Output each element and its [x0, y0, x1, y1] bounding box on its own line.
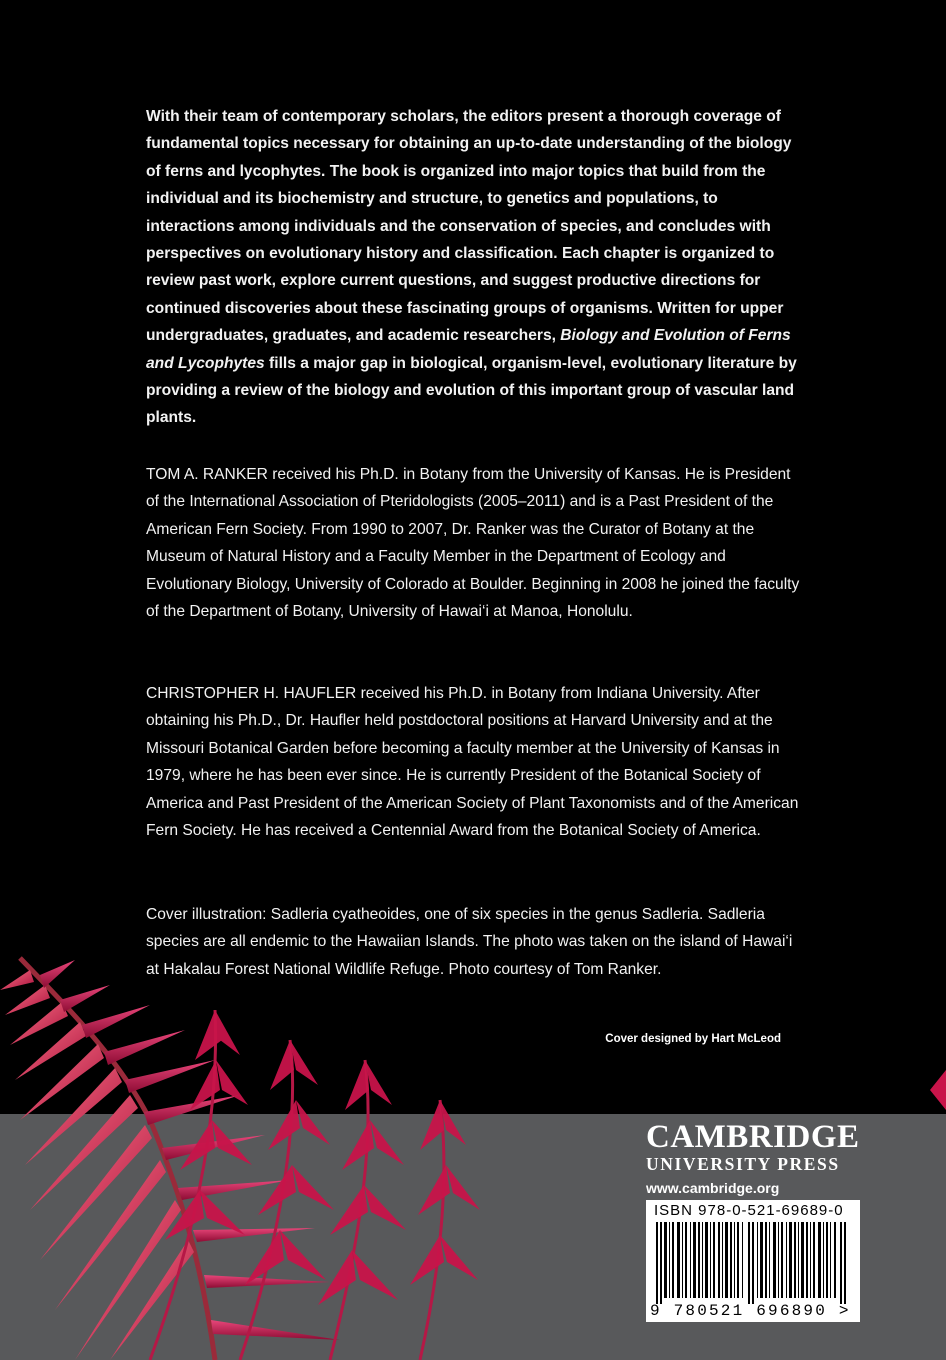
- barcode-digits: 9 780521 696890 >: [650, 1302, 851, 1320]
- book-description: [146, 103, 806, 432]
- cover-illustration-note: Cover illustration: Sadleria cyatheoides, one of six species in the genus Sadleria. Sadleria species are all endemic to the Hawaiian Islands. The photo was taken on the island of Hawai‘i at Hakalau Forest National Wildlife Refuge. Photo courtesy of Tom Ranker.: [146, 906, 793, 978]
- description-part-2: fills a major gap in biological, organism-level, evolutionary literature by providing a review of the biology and evolution of this important group of vascular land plants.: [146, 354, 797, 427]
- publisher-block: [646, 1120, 861, 1196]
- author-bio-haufler: CHRISTOPHER H. HAUFLER received his Ph.D. in Botany from Indiana University. After obtaining his Ph.D., Dr. Haufler held postdoctoral positions at Harvard University and at the Missouri Botanical Garden before becoming a faculty member at the University of Kansas in 1979, where he has been ever since. He is currently President of the Botanical Society of America and Past President of the American Society of Plant Taxonomists and of the American Fern Society. He has received a Centennial Award from the Botanical Society of America.: [146, 685, 799, 840]
- publisher-subtitle: UNIVERSITY PRESS: [646, 1154, 840, 1174]
- book-title-italic: Biology and Evolution of Ferns and Lycophytes: [146, 327, 791, 372]
- description-part-1: With their team of contemporary scholars, the editors present a thorough coverage of fundamental topics necessary for obtaining an up-to-date understanding of the biology of ferns and lycophytes. The book is organized into major topics that build from the individual and its biochemistry and structure, to genetics and populations, to interactions among individuals and the conservation of species, and concludes with perspectives on evolutionary history and classification. Each chapter is organized to review past work, explore current questions, and suggest productive directions for continued discoveries about these fascinating groups of organisms. Written for upper undergraduates, graduates, and academic researchers,: [146, 108, 792, 345]
- isbn-label: ISBN 978-0-521-69689-0: [654, 1202, 844, 1219]
- isbn-barcode: [646, 1200, 860, 1322]
- author-bio-ranker: TOM A. RANKER received his Ph.D. in Botany from the University of Kansas. He is President of the International Association of Pteridologists (2005–2011) and is a Past President of the American Fern Society. From 1990 to 2007, Dr. Ranker was the Curator of Botany at the Museum of Natural History and a Faculty Member in the Department of Ecology and Evolutionary Biology, University of Colorado at Boulder. Beginning in 2008 he joined the faculty of the Department of Botany, University of Hawai‘i at Manoa, Honolulu.: [146, 466, 800, 621]
- publisher-url[interactable]: www.cambridge.org: [646, 1180, 780, 1196]
- barcode-bars: [646, 1222, 860, 1304]
- publisher-name: CAMBRIDGE: [646, 1119, 860, 1155]
- designer-credit: Cover designed by Hart McLeod: [605, 1033, 781, 1045]
